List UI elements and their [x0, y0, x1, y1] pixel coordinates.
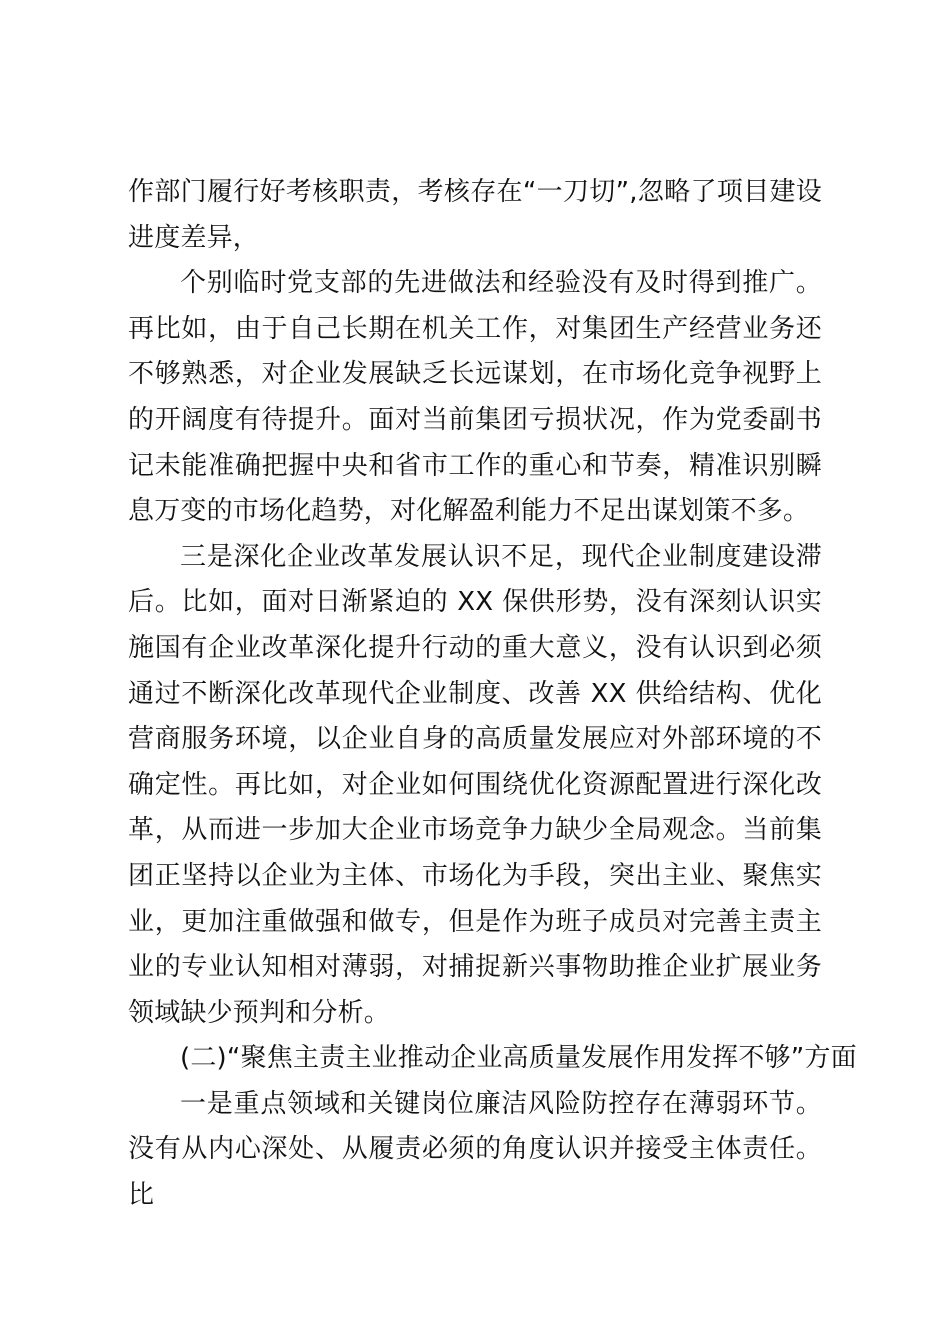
document-body	[128, 170, 857, 1219]
paragraph-continuation: 作部门履行好考核职责，考核存在“一刀切”,忽略了项目建设进度差异，	[128, 177, 822, 253]
paragraph-temporary-party-branch: 个别临时党支部的先进做法和经验没有及时得到推广。再比如，由于自己长期在机关工作，对集团生产经营业务还不够熟悉，对企业发展缺乏长远谋划，在市场化竞争视野上的开阔度有待提升。面对当前集团亏损状况，作为党委副书记未能准确把握中央和省市工作的重心和节奏，精准识别瞬息万变的市场化趋势，对化解盈利能力不足出谋划策不多。	[128, 268, 822, 527]
section-heading: (二)“聚焦主责主业推动企业高质量发展作用发挥不够”方面	[180, 1043, 857, 1074]
paragraph-integrity-risk: 一是重点领域和关键岗位廉洁风险防控存在薄弱环节。没有从内心深处、从履责必须的角度认识并接受主体责任。比	[128, 1088, 822, 1211]
paragraph-enterprise-reform: 三是深化企业改革发展认识不足，现代企业制度建设滞后。比如，面对日渐紧迫的 XX 保供形势，没有深刻认识实施国有企业改革深化提升行动的重大意义，没有认识到必须通过不断深化改革现代企业制度、改善 XX 供给结构、优化营商服务环境，以企业自身的高质量发展应对外部环境的不确定性。再比如，对企业如何围绕优化资源配置进行深化改革，从而进一步加大企业市场竞争力缺少全局观念。当前集团正坚持以企业为主体、市场化为手段，突出主业、聚焦实业，更加注重做强和做专，但是作为班子成员对完善主责主业的专业认知相对薄弱，对捕捉新兴事物助推企业扩展业务领域缺少预判和分析。	[128, 541, 822, 1028]
